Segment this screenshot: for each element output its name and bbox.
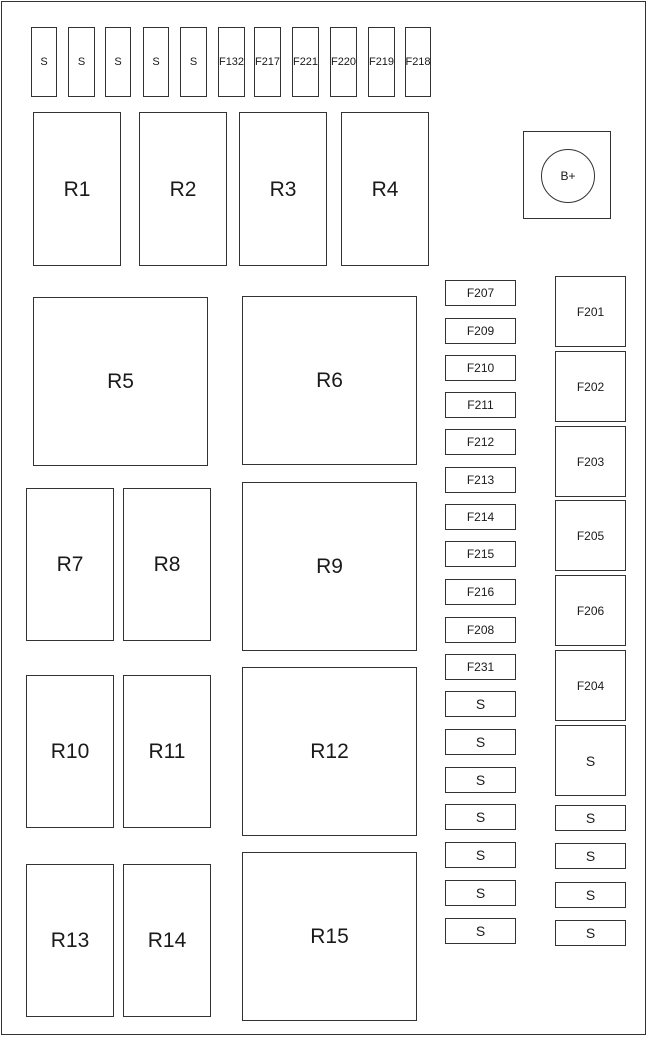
top-fuse-s-5[interactable]: S xyxy=(180,27,207,97)
right-fuse-s-1[interactable]: S xyxy=(555,805,626,831)
battery-positive-terminal[interactable]: B+ xyxy=(541,149,595,203)
top-fuse-s-1[interactable]: S xyxy=(31,27,57,97)
relay-r9[interactable]: R9 xyxy=(242,482,417,651)
fuse-f221[interactable]: F221 xyxy=(292,27,319,97)
middle-fuse-s-4[interactable]: S xyxy=(445,804,516,830)
middle-fuse-s-1[interactable]: S xyxy=(445,691,516,717)
relay-r11[interactable]: R11 xyxy=(123,675,211,828)
fuse-f212[interactable]: F212 xyxy=(445,429,516,455)
fuse-f209[interactable]: F209 xyxy=(445,318,516,344)
fuse-f132[interactable]: F132 xyxy=(218,27,245,97)
middle-fuse-s-3[interactable]: S xyxy=(445,767,516,793)
relay-r6[interactable]: R6 xyxy=(242,296,417,465)
right-fuse-s-4[interactable]: S xyxy=(555,920,626,946)
fuse-f207[interactable]: F207 xyxy=(445,280,516,306)
fuse-f218[interactable]: F218 xyxy=(405,27,431,97)
fuse-f216[interactable]: F216 xyxy=(445,579,516,605)
relay-r8[interactable]: R8 xyxy=(123,488,211,641)
fuse-f220[interactable]: F220 xyxy=(330,27,357,97)
top-fuse-s-2[interactable]: S xyxy=(68,27,95,97)
fuse-f202[interactable]: F202 xyxy=(555,351,626,422)
fuse-f215[interactable]: F215 xyxy=(445,541,516,567)
fuse-f210[interactable]: F210 xyxy=(445,355,516,381)
relay-r13[interactable]: R13 xyxy=(26,864,114,1017)
fuse-f208[interactable]: F208 xyxy=(445,617,516,643)
fuse-f205[interactable]: F205 xyxy=(555,500,626,571)
relay-r10[interactable]: R10 xyxy=(26,675,114,828)
relay-r3[interactable]: R3 xyxy=(239,112,327,266)
middle-fuse-s-5[interactable]: S xyxy=(445,842,516,868)
fuse-f217[interactable]: F217 xyxy=(254,27,281,97)
right-fuse-s-large[interactable]: S xyxy=(555,725,626,796)
fuse-f203[interactable]: F203 xyxy=(555,426,626,497)
relay-r15[interactable]: R15 xyxy=(242,852,417,1021)
relay-r14[interactable]: R14 xyxy=(123,864,211,1017)
top-fuse-s-4[interactable]: S xyxy=(143,27,169,97)
relay-r2[interactable]: R2 xyxy=(139,112,227,266)
fuse-f201[interactable]: F201 xyxy=(555,276,626,347)
relay-r4[interactable]: R4 xyxy=(341,112,429,266)
fuse-f213[interactable]: F213 xyxy=(445,467,516,493)
middle-fuse-s-2[interactable]: S xyxy=(445,729,516,755)
fuse-f204[interactable]: F204 xyxy=(555,650,626,721)
top-fuse-s-3[interactable]: S xyxy=(105,27,131,97)
fuse-f206[interactable]: F206 xyxy=(555,575,626,646)
relay-r5[interactable]: R5 xyxy=(33,297,208,466)
fuse-f214[interactable]: F214 xyxy=(445,504,516,530)
fuse-f219[interactable]: F219 xyxy=(368,27,395,97)
right-fuse-s-2[interactable]: S xyxy=(555,843,626,869)
relay-r12[interactable]: R12 xyxy=(242,667,417,836)
right-fuse-s-3[interactable]: S xyxy=(555,882,626,908)
middle-fuse-s-6[interactable]: S xyxy=(445,880,516,906)
fuse-f231[interactable]: F231 xyxy=(445,654,516,680)
fuse-f211[interactable]: F211 xyxy=(445,392,516,418)
relay-r1[interactable]: R1 xyxy=(33,112,121,266)
relay-r7[interactable]: R7 xyxy=(26,488,114,641)
middle-fuse-s-7[interactable]: S xyxy=(445,918,516,944)
